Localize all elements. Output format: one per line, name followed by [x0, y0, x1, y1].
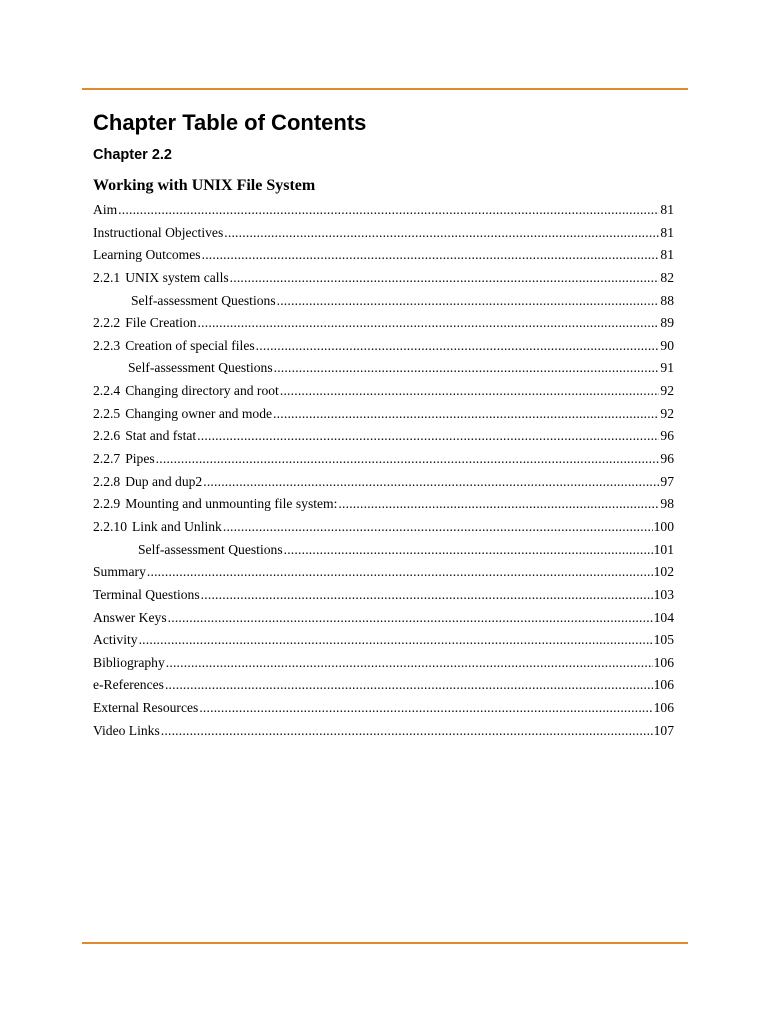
toc-section-number: 2.2.4 [93, 383, 121, 399]
toc-entry[interactable] [93, 471, 674, 494]
dot-leader [201, 584, 653, 607]
dot-leader [280, 380, 660, 403]
toc-entry-title: Bibliography [93, 654, 165, 670]
toc-page-number: 98 [660, 496, 674, 512]
toc-entry[interactable] [93, 335, 674, 358]
toc-section-number: 2.2.3 [93, 337, 121, 353]
chapter-title: Working with UNIX File System [93, 177, 316, 194]
dot-leader [202, 244, 660, 267]
toc-entry[interactable] [93, 493, 674, 516]
toc-page-number: 88 [660, 292, 674, 308]
toc-page-number: 106 [653, 677, 674, 693]
toc-entry[interactable] [93, 607, 674, 630]
toc-entry-title: Changing owner and mode [125, 405, 273, 421]
toc-entry[interactable] [93, 652, 674, 675]
dot-leader [156, 448, 660, 471]
toc-entry-title: Mounting and unmounting file system: [125, 496, 338, 512]
toc-section-number: 2.2.8 [93, 473, 121, 489]
toc-entry-title: Link and Unlink [131, 518, 222, 534]
toc-page-number: 106 [653, 700, 674, 716]
toc-entry-title: Terminal Questions [93, 586, 200, 602]
top-divider [82, 88, 688, 90]
toc-entry[interactable] [93, 222, 674, 245]
toc-page-number: 89 [660, 315, 674, 331]
toc-section-number: 2.2.2 [93, 315, 121, 331]
dot-leader [166, 652, 653, 675]
toc-page-number: 96 [660, 428, 674, 444]
toc-entry[interactable] [93, 199, 674, 222]
toc-entry-title: Summary [93, 564, 146, 580]
toc-entry[interactable] [93, 380, 674, 403]
toc-entry[interactable] [93, 244, 674, 267]
dot-leader [256, 335, 660, 358]
toc-section-number: 2.2.1 [93, 269, 121, 285]
toc-entry[interactable] [93, 267, 674, 290]
toc-entry-title: Video Links [93, 722, 160, 738]
toc-entry-title: Self-assessment Questions [131, 292, 276, 308]
toc-entry[interactable] [93, 290, 674, 313]
toc-page-number: 81 [660, 224, 674, 240]
toc-section-number: 2.2.9 [93, 496, 121, 512]
toc-entry[interactable] [93, 584, 674, 607]
dot-leader [274, 357, 660, 380]
toc-entry[interactable] [93, 425, 674, 448]
toc-entry-title: Dup and dup2 [125, 473, 203, 489]
toc-entry-title: Pipes [125, 451, 155, 467]
dot-leader [224, 222, 659, 245]
toc-entry-title: Aim [93, 202, 118, 217]
dot-leader [199, 697, 652, 720]
toc-page-number: 101 [653, 541, 674, 557]
toc-entry-title: Instructional Objectives [93, 224, 224, 240]
toc-entry[interactable] [93, 357, 674, 380]
toc-entry-title: Stat and fstat [125, 428, 197, 444]
toc-entry[interactable] [93, 448, 674, 471]
toc-entry-title: e-References [93, 677, 164, 693]
toc-entry[interactable] [93, 516, 674, 539]
toc-entry[interactable] [93, 561, 674, 584]
toc-page-number: 100 [653, 518, 674, 534]
toc-entry[interactable] [93, 674, 674, 697]
dot-leader [230, 267, 660, 290]
toc-page-number: 105 [653, 632, 674, 648]
toc-page-number: 90 [660, 337, 674, 353]
toc-entry[interactable] [93, 697, 674, 720]
toc-entry-title: Self-assessment Questions [128, 360, 273, 376]
toc-page-number: 91 [660, 360, 674, 376]
toc-page-number: 106 [653, 654, 674, 670]
dot-leader [165, 674, 653, 697]
dot-leader [223, 516, 653, 539]
toc-section-number: 2.2.7 [93, 451, 121, 467]
toc-entry[interactable] [93, 312, 674, 335]
dot-leader [197, 425, 659, 448]
dot-leader [203, 471, 659, 494]
toc-page-number: 96 [660, 451, 674, 467]
toc-section-number: 2.2.5 [93, 405, 121, 421]
dot-leader [284, 539, 653, 562]
toc-page-number: 103 [653, 586, 674, 602]
toc-page-number: 92 [660, 405, 674, 421]
toc-page-number: 107 [653, 722, 674, 738]
toc-entry-title: Learning Outcomes [93, 247, 201, 263]
page-title: Chapter Table of Contents [93, 110, 367, 135]
toc-page-number: 82 [660, 269, 674, 285]
toc-section-number: 2.2.6 [93, 428, 121, 444]
chapter-number: Chapter 2.2 [93, 147, 172, 163]
toc-entry-title: Self-assessment Questions [138, 541, 283, 557]
bottom-divider [82, 942, 688, 944]
table-of-contents [93, 199, 674, 742]
toc-entry-title: UNIX system calls [125, 269, 229, 285]
toc-entry-title: Changing directory and root [125, 383, 279, 399]
toc-section-number: 2.2.10 [93, 518, 127, 534]
toc-page-number: 102 [653, 564, 674, 580]
dot-leader [277, 290, 660, 313]
toc-entry-title: External Resources [93, 700, 199, 716]
toc-entry-title: Activity [93, 632, 138, 648]
dot-leader [118, 199, 659, 222]
toc-entry[interactable] [93, 629, 674, 652]
dot-leader [273, 403, 659, 426]
dot-leader [139, 629, 653, 652]
toc-entry[interactable] [93, 403, 674, 426]
dot-leader [338, 493, 659, 516]
dot-leader [161, 720, 653, 743]
toc-entry-title: Answer Keys [93, 609, 167, 625]
dot-leader [198, 312, 660, 335]
toc-entry[interactable] [93, 720, 674, 743]
toc-entry[interactable] [93, 539, 674, 562]
toc-page-number: 104 [653, 609, 674, 625]
toc-page-number: 81 [660, 247, 674, 263]
toc-page-number: 81 [660, 202, 674, 217]
toc-page-number: 92 [660, 383, 674, 399]
dot-leader [168, 607, 653, 630]
toc-page-number: 97 [660, 473, 674, 489]
toc-entry-title: File Creation [125, 315, 197, 331]
toc-entry-title: Creation of special files [125, 337, 255, 353]
dot-leader [147, 561, 653, 584]
